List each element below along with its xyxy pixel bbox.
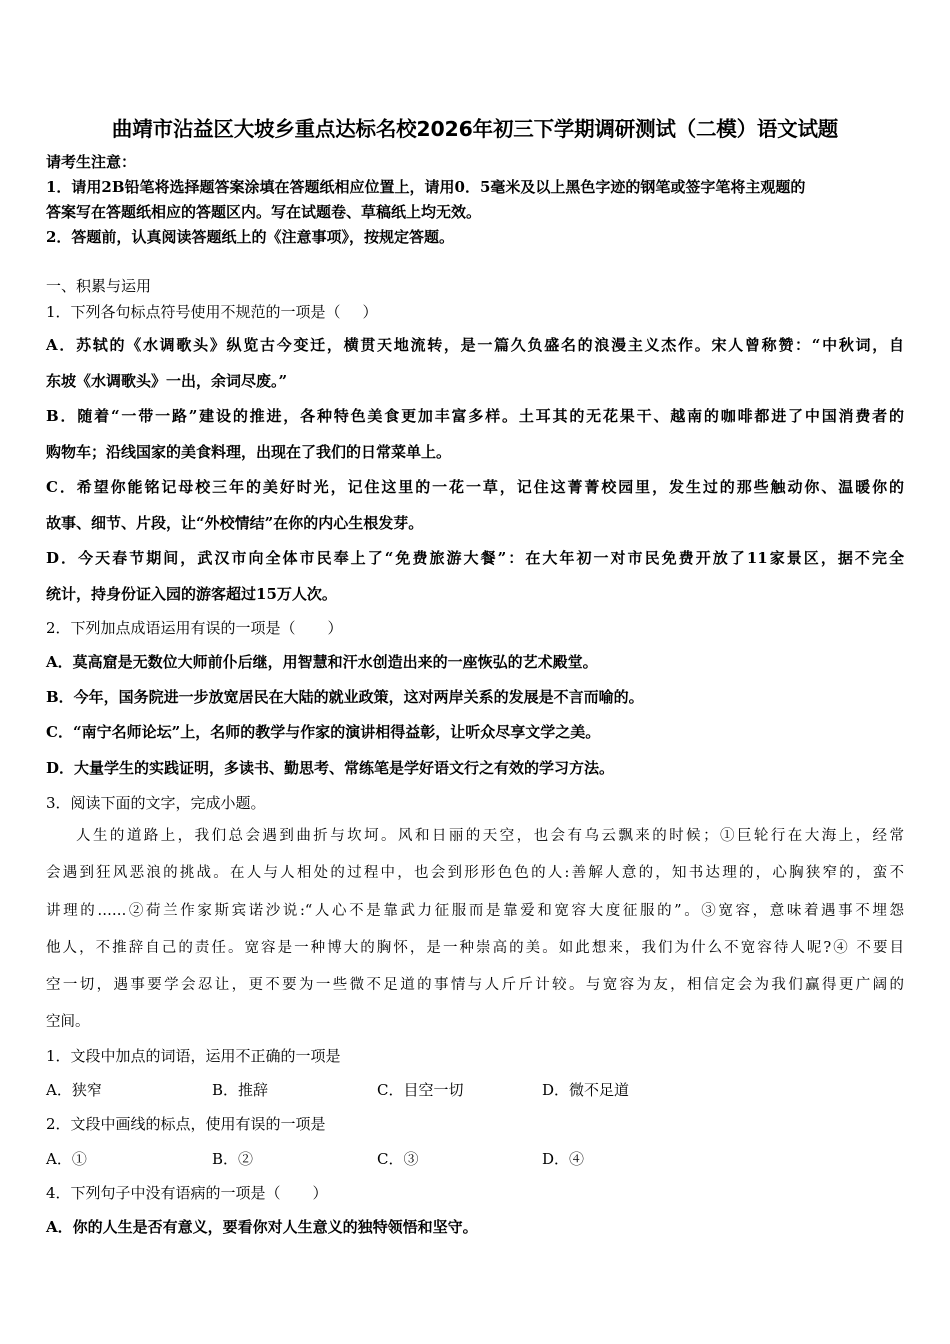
sub-question-1-option-b: B．推辞	[212, 1081, 269, 1099]
question-1-option-b-line-2: 购物车；沿线国家的美食料理，出现在了我们的日常菜单上。	[46, 443, 452, 461]
question-2-option-a: A．莫高窟是无数位大师前仆后继，用智慧和汗水创造出来的一座恢弘的艺术殿堂。	[46, 653, 598, 671]
sub-question-2-option-d: D．④	[542, 1150, 585, 1168]
sub-question-2-option-b: B．②	[212, 1150, 254, 1168]
passage-line-5: 空一切，遇事要学会忍让，更不要为一些微不足道的事情与人斤斤计较。与宽容为友，相信定会为我们赢得更广阔的	[46, 977, 904, 993]
sub-question-2-stem: 2．文段中画线的标点，使用有误的一项是	[46, 1115, 326, 1133]
sub-question-2-option-a: A．①	[46, 1150, 87, 1168]
question-1-option-c-line-1: C．希望你能铭记母校三年的美好时光，记住这里的一花一草，记住这菁菁校园里，发生过的那些触动你、温暖你的	[46, 478, 904, 496]
notice-item-1-line-2: 答案写在答题纸相应的答题区内。写在试题卷、草稿纸上均无效。	[46, 203, 482, 221]
question-2-option-b: B．今年，国务院进一步放宽居民在大陆的就业政策，这对两岸关系的发展是不言而喻的。	[46, 688, 644, 706]
question-2-stem: 2．下列加点成语运用有误的一项是（ ）	[46, 619, 343, 637]
passage-line-6: 空间。	[46, 1014, 90, 1030]
sub-question-1-option-a: A．狭窄	[46, 1081, 102, 1099]
exam-title: 曲靖市沾益区大坡乡重点达标名校2026年初三下学期调研测试（二模）语文试题	[111, 117, 839, 141]
notice-heading: 请考生注意：	[46, 153, 137, 171]
passage-line-2: 会遇到狂风恶浪的挑战。在人与人相处的过程中，也会到形形色色的人:善解人意的，知书达理的，心胸狭窄的，蛮不	[46, 865, 904, 881]
question-2-option-c: C．“南宁名师论坛”上，名师的教学与作家的演讲相得益彰，让听众尽享文学之美。	[46, 723, 601, 741]
notice-item-1-line-1: 1．请用2B铅笔将选择题答案涂填在答题纸相应位置上，请用0．5毫米及以上黑色字迹的钢笔或签字笔将主观题的	[46, 178, 806, 196]
passage-line-4: 他人，不推辞自己的责任。宽容是一种博大的胸怀，是一种崇高的美。如此想来，我们为什么不宽容待人呢?④ 不要目	[46, 940, 904, 956]
question-1-option-b-line-1: B．随着“一带一路”建设的推进，各种特色美食更加丰富多样。土耳其的无花果干、越南的咖啡都进了中国消费者的	[46, 407, 904, 425]
question-1-option-a-line-2: 东坡《水调歌头》一出，余词尽废。”	[46, 372, 288, 390]
question-1-stem: 1．下列各句标点符号使用不规范的一项是（ ）	[46, 303, 378, 321]
sub-question-1-option-d: D．微不足道	[542, 1081, 630, 1099]
question-3-stem: 3．阅读下面的文字，完成小题。	[46, 794, 266, 812]
question-1-option-a-line-1: A．苏轼的《水调歌头》纵览古今变迁，横贯天地流转，是一篇久负盛名的浪漫主义杰作。宋人曾称赞：“中秋词，自	[46, 336, 904, 354]
sub-question-2-option-c: C．③	[377, 1150, 419, 1168]
question-1-option-d-line-1: D．今天春节期间，武汉市向全体市民奉上了“免费旅游大餐”：在大年初一对市民免费开放了11家景区，据不完全	[46, 549, 904, 567]
question-4-option-a: A．你的人生是否有意义，要看你对人生意义的独特领悟和坚守。	[46, 1218, 478, 1236]
question-1-option-d-line-2: 统计，持身份证入园的游客超过15万人次。	[46, 585, 337, 603]
passage-line-1: 人生的道路上，我们总会遇到曲折与坎坷。风和日丽的天空，也会有乌云飘来的时候；①巨轮行在大海上，经常	[76, 828, 904, 844]
question-2-option-d: D．大量学生的实践证明，多读书、勤思考、常练笔是学好语文行之有效的学习方法。	[46, 759, 615, 777]
section-heading: 一、积累与运用	[46, 277, 152, 295]
sub-question-1-stem: 1．文段中加点的词语，运用不正确的一项是	[46, 1047, 341, 1065]
passage-line-3: 讲理的……②荷兰作家斯宾诺沙说:“人心不是靠武力征服而是靠爱和宽容大度征服的”。③宽容，意味着遇事不埋怨	[46, 903, 904, 919]
sub-question-1-option-c: C．目空一切	[377, 1081, 464, 1099]
question-4-stem: 4．下列句子中没有语病的一项是（ ）	[46, 1184, 328, 1202]
notice-item-2: 2．答题前，认真阅读答题纸上的《注意事项》，按规定答题。	[46, 228, 454, 246]
question-1-option-c-line-2: 故事、细节、片段，让“外校情结”在你的内心生根发芽。	[46, 514, 424, 532]
